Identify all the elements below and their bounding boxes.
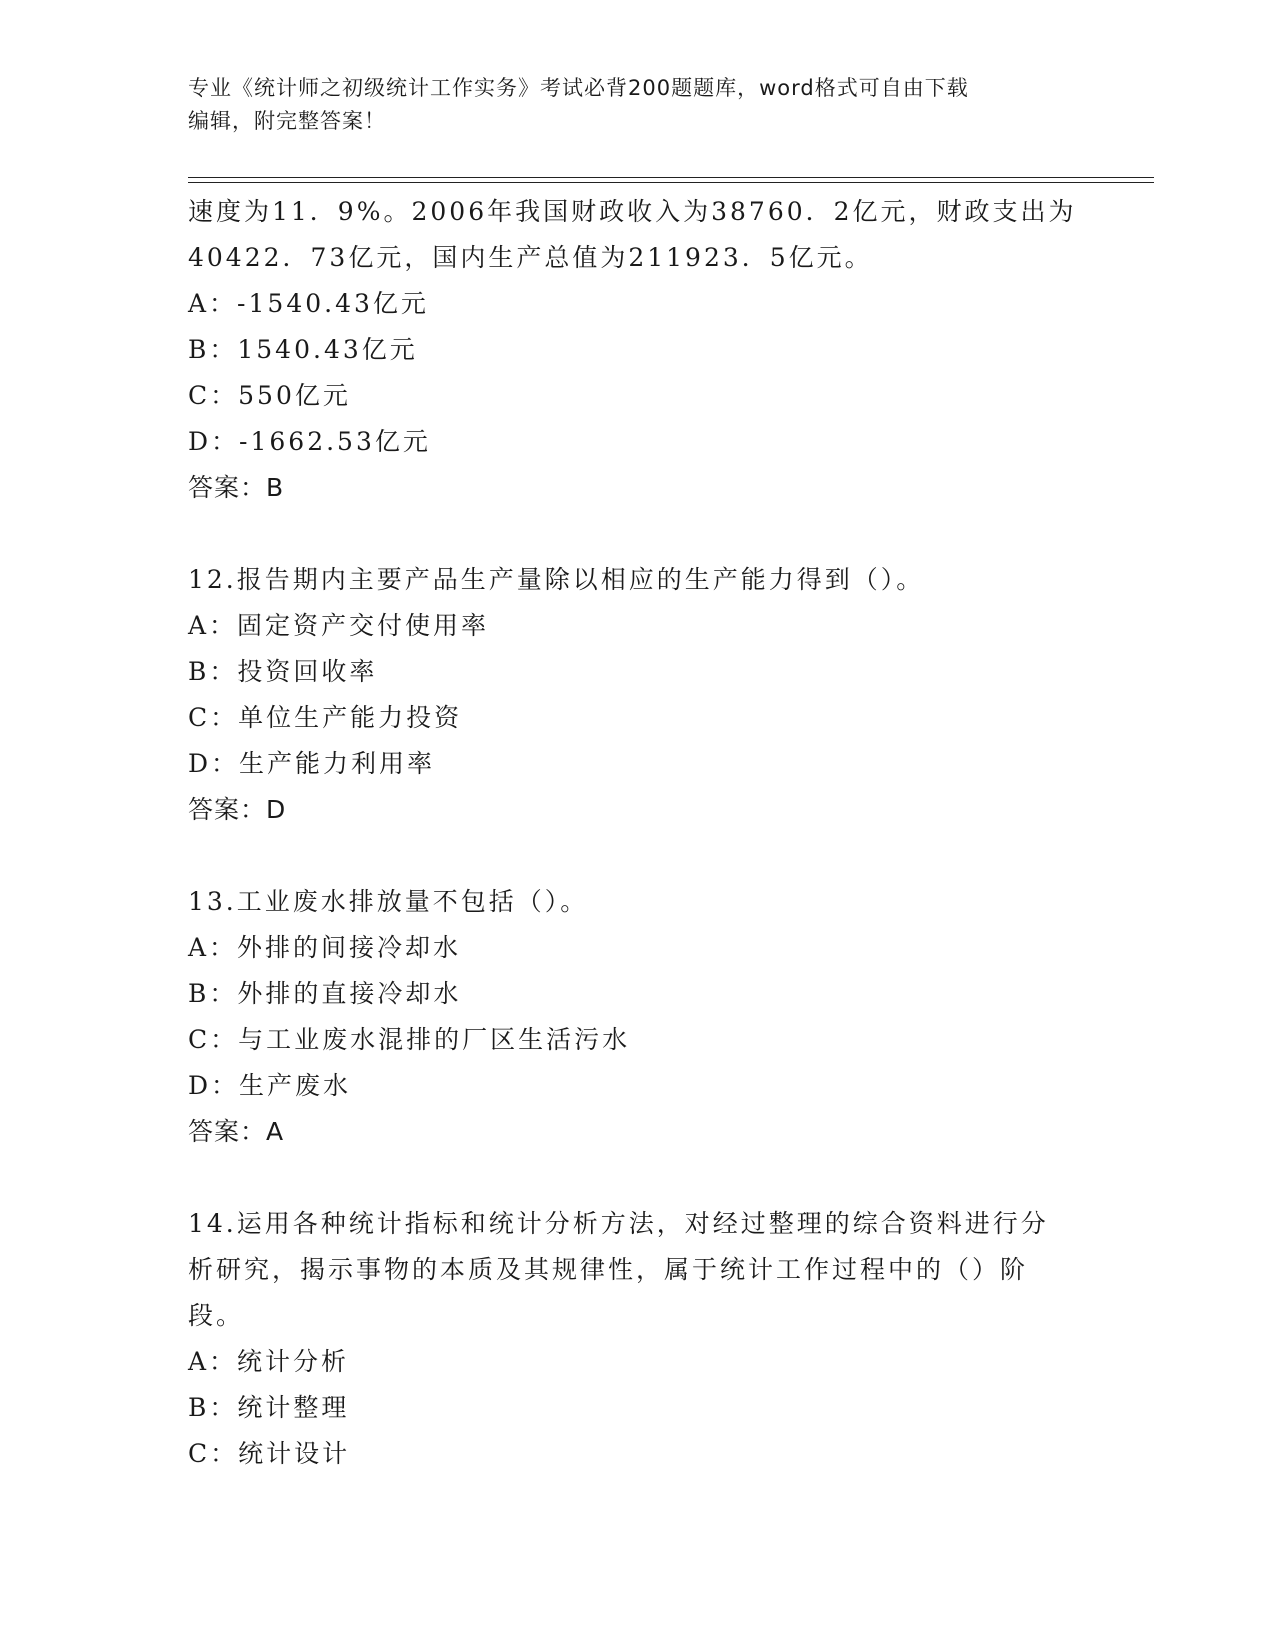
option-a: A：固定资产交付使用率 bbox=[188, 611, 490, 640]
question-12 bbox=[188, 557, 1088, 833]
option-a: A：-1540.43亿元 bbox=[188, 289, 429, 318]
document-body bbox=[188, 189, 1088, 1477]
option-b: B：外排的直接冷却水 bbox=[188, 979, 462, 1008]
option-d: D：生产能力利用率 bbox=[188, 749, 436, 778]
option-c: C：单位生产能力投资 bbox=[188, 703, 463, 732]
question-14 bbox=[188, 1201, 1088, 1477]
question-text: 12.报告期内主要产品生产量除以相应的生产能力得到（）。 bbox=[188, 565, 925, 594]
option-d: D：-1662.53亿元 bbox=[188, 427, 431, 456]
option-c: C：与工业废水混排的厂区生活污水 bbox=[188, 1025, 631, 1054]
question-text: 析研究，揭示事物的本质及其规律性，属于统计工作过程中的（）阶 bbox=[188, 1255, 1029, 1284]
document-header bbox=[188, 72, 1068, 138]
answer: 答案：D bbox=[188, 795, 287, 824]
option-a: A：外排的间接冷却水 bbox=[188, 933, 462, 962]
option-c: C：统计设计 bbox=[188, 1439, 351, 1468]
question-11 bbox=[188, 189, 1088, 511]
option-b: B：统计整理 bbox=[188, 1393, 350, 1422]
option-a: A：统计分析 bbox=[188, 1347, 350, 1376]
option-b: B：投资回收率 bbox=[188, 657, 378, 686]
option-b: B：1540.43亿元 bbox=[188, 335, 418, 364]
question-13 bbox=[188, 879, 1088, 1155]
header-divider-top bbox=[188, 177, 1154, 178]
answer: 答案：A bbox=[188, 1117, 285, 1146]
header-title-line-2: 编辑，附完整答案！ bbox=[188, 109, 386, 133]
header-divider-bottom bbox=[188, 182, 1154, 183]
question-text: 速度为11．9%。2006年我国财政收入为38760．2亿元，财政支出为 bbox=[188, 197, 1077, 226]
answer: 答案：B bbox=[188, 473, 285, 502]
question-text: 13.工业废水排放量不包括（）。 bbox=[188, 887, 589, 916]
question-text: 14.运用各种统计指标和统计分析方法，对经过整理的综合资料进行分 bbox=[188, 1209, 1049, 1238]
question-text: 40422．73亿元，国内生产总值为211923．5亿元。 bbox=[188, 243, 873, 272]
question-text: 段。 bbox=[188, 1301, 245, 1330]
option-d: D：生产废水 bbox=[188, 1071, 352, 1100]
header-title-line-1: 专业《统计师之初级统计工作实务》考试必背200题题库，word格式可自由下载 bbox=[188, 76, 969, 100]
option-c: C：550亿元 bbox=[188, 381, 351, 410]
